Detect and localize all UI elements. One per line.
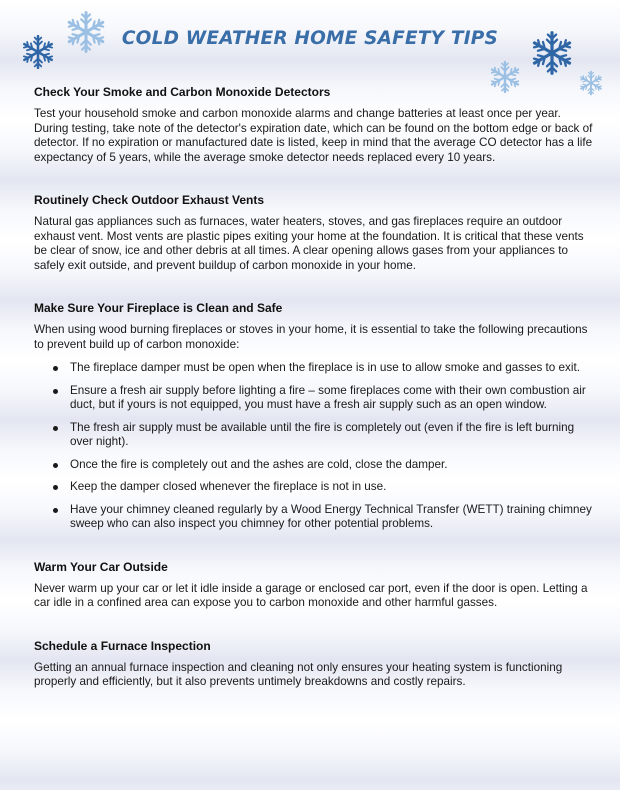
section-body: Never warm up your car or let it idle inside a garage or enclosed car port, even if the door is open. Letting a car idle in a confined area can expose you to carbon monoxide and other harmful gasses. (34, 581, 588, 609)
list-item: Keep the damper closed whenever the fireplace is not in use. (70, 480, 594, 495)
section-body: Getting an annual furnace inspection and cleaning not only ensures your heating system is functioning properly and efficiently, but it also prevents untimely breakdowns and costly repairs. (34, 660, 563, 688)
section-body: When using wood burning fireplaces or stoves in your home, it is essential to take the following precautions to prevent build up of carbon monoxide: (34, 323, 588, 351)
section-body: Test your household smoke and carbon monoxide alarms and change batteries at least once per year. During testing, take note of the detector's expiration date, which can be found on the bottom edge or back of detector. If no expiration or manufactured date is listed, keep in mind that the average CO detector has a life expectancy of 5 years, while the average smoke detector needs replaced every 10 years. (34, 107, 593, 164)
document-body (34, 85, 594, 690)
list-item: Once the fire is completely out and the ashes are cold, close the damper. (70, 458, 594, 473)
section-car (34, 560, 594, 611)
list-item: The fresh air supply must be available until the fire is completely out (even if the fire is left burning over night). (70, 421, 594, 450)
section-body: Natural gas appliances such as furnaces, water heaters, stoves, and gas fireplaces require an outdoor exhaust vent. Most vents are plastic pipes exiting your home at the foundation. It is critical that these vents be clear of snow, ice and other debris at all times. A clear opening allows gases from your appliances to safely exit outside, and prevent buildup of carbon monoxide in your home. (34, 215, 584, 272)
section-furnace (34, 639, 594, 690)
section-fireplace (34, 301, 594, 532)
section-heading: Warm Your Car Outside (34, 559, 168, 574)
list-item: Ensure a fresh air supply before lighting a fire – some fireplaces come with their own combustion air duct, but if yours is not equipped, you must have a fresh air supply such as an open window. (70, 384, 594, 413)
list-item: The fireplace damper must be open when the fireplace is in use to allow smoke and gasses to exit. (70, 361, 594, 376)
fireplace-precautions-list (34, 361, 594, 532)
section-exhaust-vents (34, 193, 594, 273)
section-heading: Routinely Check Outdoor Exhaust Vents (34, 193, 265, 207)
section-heading: Schedule a Furnace Inspection (34, 638, 211, 653)
section-detectors (34, 85, 594, 165)
page-title: COLD WEATHER HOME SAFETY TIPS (121, 28, 499, 49)
list-item: Have your chimney cleaned regularly by a Wood Energy Technical Transfer (WETT) training chimney sweep who can also inspect you chimney for other potential problems. (70, 503, 594, 532)
section-heading: Make Sure Your Fireplace is Clean and Safe (34, 301, 283, 315)
section-heading: Check Your Smoke and Carbon Monoxide Detectors (34, 85, 331, 99)
